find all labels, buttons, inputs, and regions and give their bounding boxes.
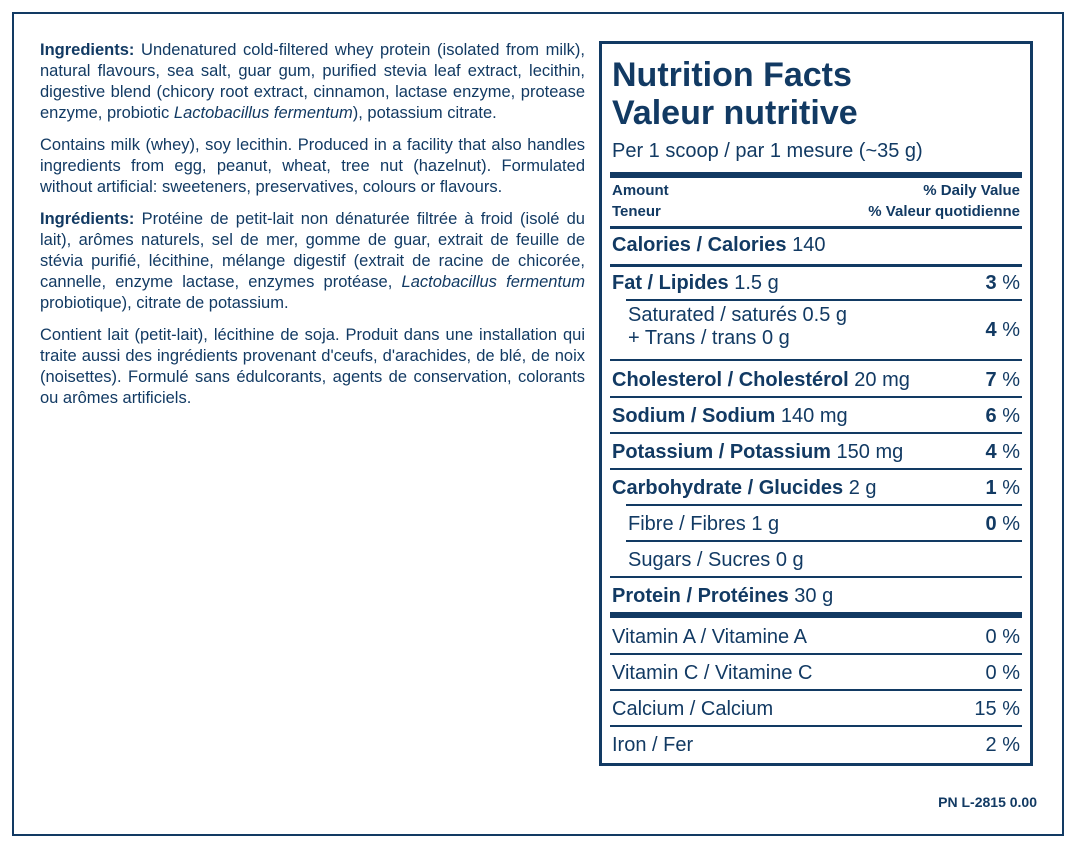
iron-row	[612, 734, 1020, 757]
trans-line: + Trans / trans 0 g	[628, 327, 790, 349]
iron-label: Iron / Fer	[612, 734, 694, 756]
calories-label: Calories / Calories	[612, 234, 787, 256]
vitamin-c-pct: 0 %	[985, 662, 1020, 684]
divider-thick	[610, 172, 1022, 178]
carbohydrate-row	[612, 477, 1020, 500]
ingredients-fr-italic: Lactobacillus fermentum	[401, 273, 585, 291]
carbohydrate-value: 2 g	[843, 477, 877, 499]
serving-size: Per 1 scoop / par 1 mesure (~35 g)	[612, 140, 923, 162]
divider-sodium	[610, 432, 1022, 434]
allergen-fr: Contient lait (petit-lait), lécithine de soja. Produit dans une installation qui traite aussi des ingrédients provenant d'ceufs, d'arachides, de blé, de noix (noisettes). Formulé sans édulcorants, agents de conservation, colorants ou arômes artificiels.	[40, 326, 585, 407]
saturated-pct: 4	[985, 319, 997, 341]
divider-calories	[610, 264, 1022, 267]
cholesterol-value: 20 mg	[848, 369, 910, 391]
divider-fat	[626, 299, 1022, 301]
divider-protein	[610, 612, 1022, 618]
pct-sign: %	[996, 272, 1020, 294]
ingredients-panel	[40, 40, 585, 420]
vitamin-c-label: Vitamin C / Vitamine C	[612, 662, 813, 684]
nutrition-facts-table	[599, 41, 1033, 766]
divider-calcium	[610, 725, 1022, 727]
sodium-row	[612, 405, 1020, 428]
divider-vitc	[610, 689, 1022, 691]
vitamin-a-label: Vitamin A / Vitamine A	[612, 626, 807, 648]
saturated-row	[628, 304, 1020, 350]
carbohydrate-pct: 1	[985, 477, 997, 499]
divider-header	[610, 226, 1022, 229]
part-number: PN L-2815 0.00	[938, 794, 1037, 810]
potassium-pct: 4	[985, 441, 997, 463]
divider-sugars	[610, 576, 1022, 578]
fat-value: 1.5 g	[728, 272, 779, 294]
ingredients-fr	[40, 209, 585, 314]
sugars-row	[628, 549, 1020, 572]
pct-sign: %	[996, 319, 1020, 341]
fat-pct: 3	[985, 272, 997, 294]
ingredients-en-italic: Lactobacillus fermentum	[173, 104, 353, 122]
potassium-label: Potassium / Potassium	[612, 441, 831, 463]
ingredients-fr-end: probiotique), citrate de potassium.	[40, 294, 289, 312]
divider-vita	[610, 653, 1022, 655]
calcium-row	[612, 698, 1020, 721]
fibre-label: Fibre / Fibres 1 g	[628, 513, 780, 535]
ingredients-fr-heading: Ingrédients:	[40, 210, 135, 228]
fibre-row	[628, 513, 1020, 536]
divider-potassium	[610, 468, 1022, 470]
fat-label: Fat / Lipides	[612, 272, 729, 294]
dv-fr: % Valeur quotidienne	[868, 203, 1020, 220]
sodium-value: 140 mg	[775, 405, 848, 427]
calories-value: 140	[786, 234, 826, 256]
ingredients-fr-text: Protéine de petit-lait non dénaturée filtrée à froid (isolé du lait), arômes naturels, sel de mer, gomme de guar, extrait de feuille de stévia purifié, lécithine, mélange digestif (extrait de racine de chicorée, cannelle, enzyme lactase, enzymes protéase,	[40, 210, 585, 291]
ingredients-en	[40, 40, 585, 124]
amount-en: Amount	[612, 182, 669, 199]
pct-sign: %	[996, 477, 1020, 499]
sugars-label: Sugars / Sucres 0 g	[628, 549, 804, 571]
potassium-value: 150 mg	[830, 441, 904, 463]
pct-sign: %	[996, 441, 1020, 463]
cholesterol-label: Cholesterol / Cholestérol	[612, 369, 849, 391]
carbohydrate-label: Carbohydrate / Glucides	[612, 477, 844, 499]
vitamin-a-row	[612, 626, 1020, 649]
pct-sign: %	[996, 513, 1020, 535]
nutrition-title-fr: Valeur nutritive	[612, 94, 858, 132]
calories-row	[612, 234, 1020, 257]
ingredients-en-end: ), potassium citrate.	[352, 104, 497, 122]
protein-label: Protein / Protéines	[612, 585, 789, 607]
vitamin-a-pct: 0 %	[985, 626, 1020, 648]
ingredients-en-text: Undenatured cold-filtered whey protein (isolated from milk), natural flavours, sea salt, guar gum, purified stevia leaf extract, lecithin, digestive blend (chicory root extract, cinnamon, lactase enzyme, protease enzyme, probiotic	[40, 41, 585, 122]
fibre-pct: 0	[985, 513, 997, 535]
sodium-label: Sodium / Sodium	[612, 405, 776, 427]
dv-en: % Daily Value	[923, 182, 1020, 199]
vitamin-c-row	[612, 662, 1020, 685]
divider-fibre	[626, 540, 1022, 542]
calcium-label: Calcium / Calcium	[612, 698, 774, 720]
cholesterol-row	[612, 369, 1020, 392]
calcium-pct: 15 %	[974, 698, 1020, 720]
allergen-en: Contains milk (whey), soy lecithin. Produced in a facility that also handles ingredients from egg, peanut, wheat, tree nut (hazelnut). Formulated without artificial: sweeteners, preservatives, colours or flavours.	[40, 136, 585, 196]
protein-value: 30 g	[788, 585, 834, 607]
potassium-row	[612, 441, 1020, 464]
fat-row	[612, 272, 1020, 295]
iron-pct: 2 %	[985, 734, 1020, 756]
nutrition-title-en: Nutrition Facts	[612, 56, 852, 94]
sodium-pct: 6	[985, 405, 997, 427]
amount-fr: Teneur	[612, 203, 661, 220]
divider-sat	[610, 359, 1022, 361]
ingredients-en-heading: Ingredients:	[40, 41, 135, 59]
protein-row	[612, 585, 1020, 608]
saturated-line: Saturated / saturés 0.5 g	[628, 304, 848, 326]
divider-chol	[610, 396, 1022, 398]
pct-sign: %	[996, 405, 1020, 427]
pct-sign: %	[996, 369, 1020, 391]
divider-carb	[626, 504, 1022, 506]
cholesterol-pct: 7	[985, 369, 997, 391]
